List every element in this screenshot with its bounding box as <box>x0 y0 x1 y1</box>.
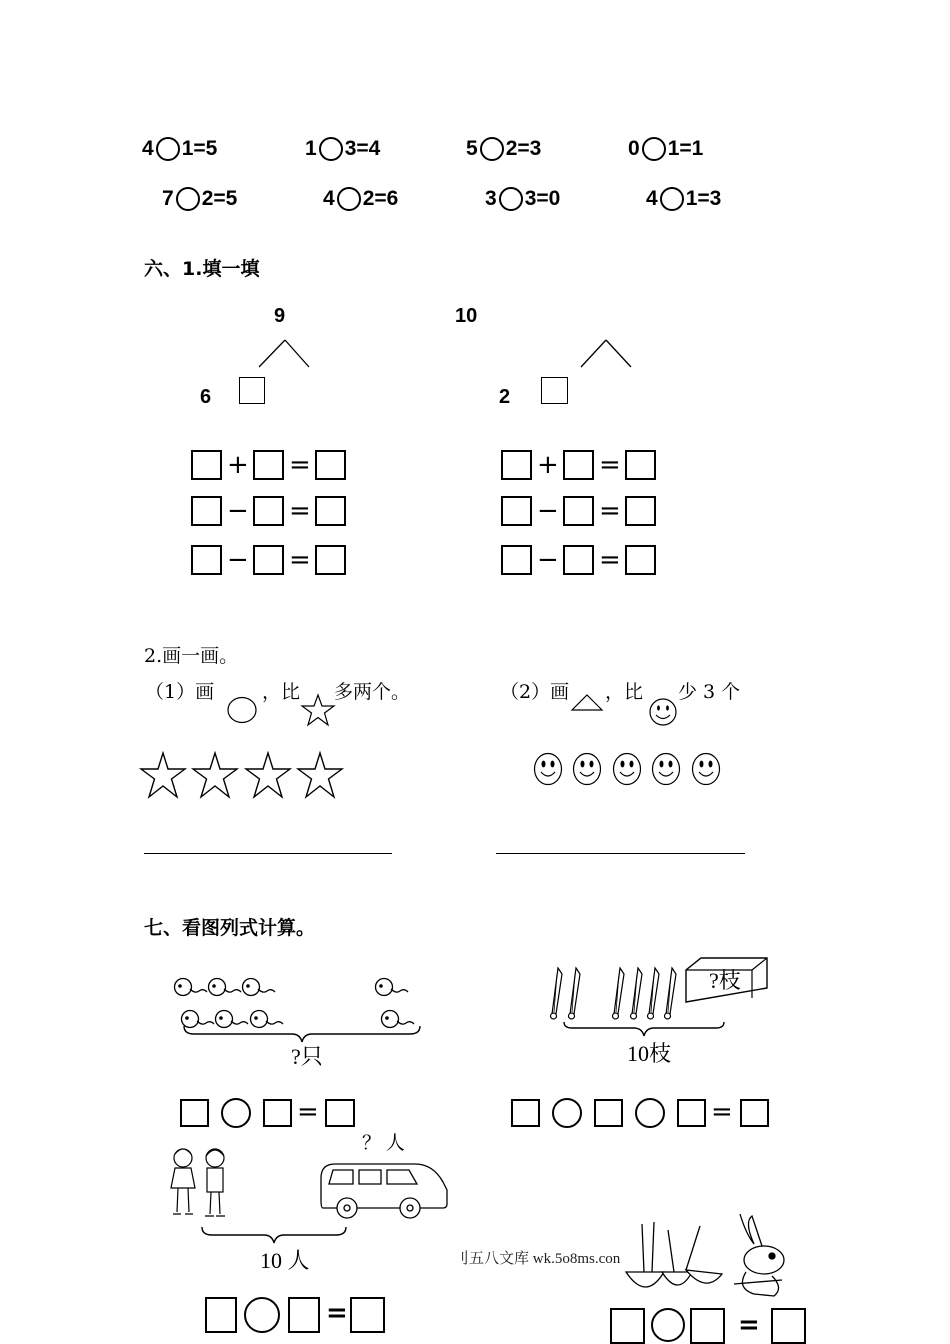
task2-mid: ，比 <box>605 681 644 703</box>
equals-sign: = <box>289 496 311 526</box>
tree1-answer-box[interactable] <box>239 377 265 404</box>
smiley-icon <box>535 754 562 785</box>
answer-box[interactable] <box>690 1308 725 1344</box>
tree1-branches <box>255 338 315 370</box>
smiley-icon <box>653 754 680 785</box>
operator-blank[interactable] <box>244 1297 280 1333</box>
equals-sign: = <box>326 1298 348 1328</box>
operator-blank[interactable] <box>480 137 504 161</box>
equals-sign: = <box>599 496 621 526</box>
star-shape-icon <box>302 694 336 726</box>
answer-box[interactable] <box>563 450 594 480</box>
plus-sign: + <box>537 450 559 480</box>
smiley-row <box>533 752 725 788</box>
answer-box[interactable] <box>325 1099 355 1127</box>
operator-blank[interactable] <box>651 1308 685 1342</box>
pic2-box-label: ?枝 <box>709 968 741 993</box>
answer-box[interactable] <box>315 496 346 526</box>
children-van-picture <box>165 1140 455 1230</box>
equals-sign: = <box>599 450 621 480</box>
equals-sign: = <box>711 1097 733 1127</box>
answer-box[interactable] <box>501 496 532 526</box>
pic2-label: 10枝 <box>627 1041 672 1066</box>
operator-blank[interactable] <box>552 1098 582 1128</box>
tree2-branches <box>578 338 638 370</box>
answer-box[interactable] <box>315 545 346 575</box>
equation-1: 4 1=5 <box>142 137 218 160</box>
boy-icon <box>205 1149 225 1216</box>
watermark: 刂五八文库 wk.5o8ms.con <box>452 1247 622 1268</box>
answer-box[interactable] <box>315 450 346 480</box>
answer-box[interactable] <box>263 1099 292 1127</box>
answer-box[interactable] <box>205 1297 237 1333</box>
answer-box[interactable] <box>625 545 656 575</box>
answer-box[interactable] <box>677 1099 706 1127</box>
answer-box[interactable] <box>191 545 222 575</box>
circle-shape-icon <box>227 696 259 724</box>
operator-blank[interactable] <box>660 187 684 211</box>
tree1-top: 9 <box>274 305 286 327</box>
answer-box[interactable] <box>563 545 594 575</box>
answer-box[interactable] <box>288 1297 320 1333</box>
smiley-shape-icon <box>648 697 680 727</box>
answer-box[interactable] <box>594 1099 623 1127</box>
answer-box[interactable] <box>625 496 656 526</box>
minus-sign: − <box>537 496 559 526</box>
smiley-icon <box>693 754 720 785</box>
task1-mid: ，比 <box>262 681 301 703</box>
pic1-label: ?只 <box>291 1044 323 1069</box>
plus-sign: + <box>227 450 249 480</box>
answer-line-1[interactable] <box>144 853 392 854</box>
pic3-question: ？ 人 <box>362 1133 405 1154</box>
equals-sign: = <box>738 1310 760 1340</box>
star-icon <box>246 753 290 797</box>
answer-box[interactable] <box>180 1099 209 1127</box>
answer-box[interactable] <box>511 1099 540 1127</box>
equals-sign: = <box>599 545 621 575</box>
operator-blank[interactable] <box>499 187 523 211</box>
task1-prefix: （1）画 <box>145 681 215 703</box>
task1-suffix: 多两个。 <box>334 681 411 703</box>
equation-2: 1 3=4 <box>305 137 381 160</box>
brace-2 <box>562 1020 728 1038</box>
star-row <box>142 752 344 802</box>
answer-box[interactable] <box>253 496 284 526</box>
girl-icon <box>171 1149 195 1214</box>
operator-blank[interactable] <box>337 187 361 211</box>
task2-suffix: 少 3 个 <box>678 681 741 703</box>
task2-prefix: （2）画 <box>500 681 570 703</box>
shovels-rabbit-picture <box>622 1210 794 1302</box>
star-icon <box>141 753 185 797</box>
operator-blank[interactable] <box>176 187 200 211</box>
answer-box[interactable] <box>253 545 284 575</box>
operator-blank[interactable] <box>156 137 180 161</box>
answer-box[interactable] <box>501 545 532 575</box>
equation-3: 5 2=3 <box>466 137 542 160</box>
answer-box[interactable] <box>625 450 656 480</box>
answer-box[interactable] <box>191 450 222 480</box>
star-icon <box>298 753 342 797</box>
equation-8: 4 1=3 <box>646 187 722 210</box>
equation-5: 7 2=5 <box>162 187 238 210</box>
operator-blank[interactable] <box>642 137 666 161</box>
tree1-left: 6 <box>200 386 212 408</box>
section6-part2-title: 2.画一画。 <box>144 645 239 667</box>
operator-blank[interactable] <box>221 1098 251 1128</box>
equation-6: 4 2=6 <box>323 187 399 210</box>
equation-4: 0 1=1 <box>628 137 704 160</box>
triangle-shape-icon <box>570 693 604 713</box>
tree2-answer-box[interactable] <box>541 377 568 404</box>
answer-box[interactable] <box>771 1308 806 1344</box>
minus-sign: − <box>537 545 559 575</box>
answer-box[interactable] <box>350 1297 385 1333</box>
answer-box[interactable] <box>610 1308 645 1344</box>
minus-sign: − <box>227 496 249 526</box>
answer-line-2[interactable] <box>496 853 745 854</box>
rabbit-icon <box>734 1214 784 1296</box>
equals-sign: = <box>289 450 311 480</box>
equation-7: 3 3=0 <box>485 187 561 210</box>
star-icon <box>193 753 237 797</box>
answer-box[interactable] <box>501 450 532 480</box>
answer-box[interactable] <box>191 496 222 526</box>
operator-blank[interactable] <box>319 137 343 161</box>
smiley-icon <box>614 754 641 785</box>
answer-box[interactable] <box>253 450 284 480</box>
answer-box[interactable] <box>563 496 594 526</box>
equals-sign: = <box>289 545 311 575</box>
van-icon <box>321 1164 447 1218</box>
tree2-left: 2 <box>499 386 511 408</box>
smiley-icon <box>574 754 601 785</box>
tree2-top: 10 <box>455 305 478 327</box>
shovels-icon <box>626 1222 722 1287</box>
equals-sign: = <box>297 1097 319 1127</box>
pic3-label: 10 人 <box>260 1248 310 1273</box>
section7-title: 七、看图列式计算。 <box>144 917 316 939</box>
minus-sign: − <box>227 545 249 575</box>
section6-title: 六、1.填一填 <box>144 258 260 280</box>
operator-blank[interactable] <box>635 1098 665 1128</box>
answer-box[interactable] <box>740 1099 769 1127</box>
